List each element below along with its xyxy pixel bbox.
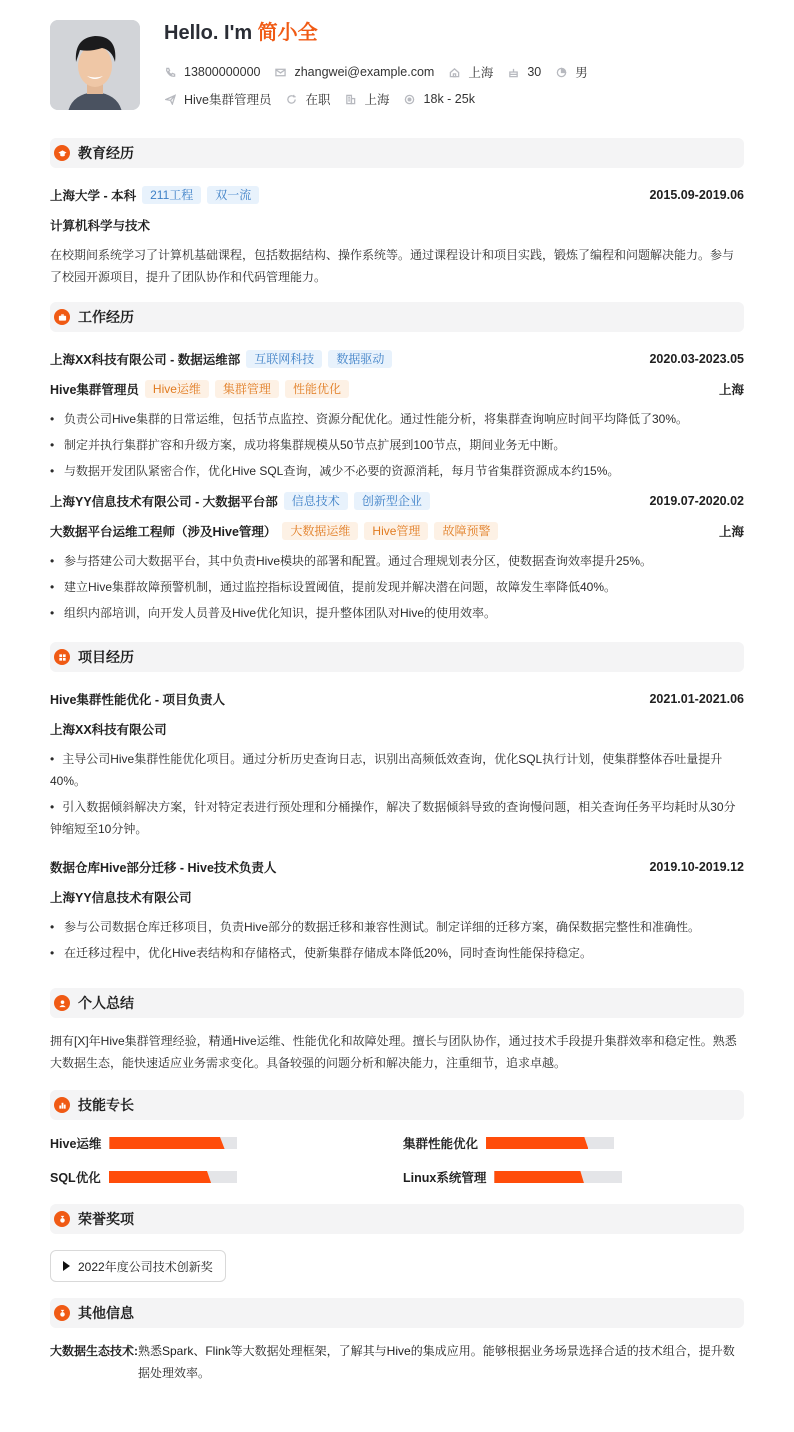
work-location: 上海 (718, 383, 744, 397)
awards-section (50, 1204, 744, 1282)
skill-bar (109, 1137, 237, 1149)
summary-section (50, 988, 744, 1074)
bullet-item: • 引入数据倾斜解决方案，针对特定表进行预处理和分桶操作，解决了数据倾斜导致的查询慢问题，相关查询任务平均耗时从30分钟缩短至10分钟。 (50, 796, 744, 840)
greeting-heading (164, 20, 318, 46)
section-title: 技能专长 (78, 1097, 134, 1113)
user-icon (54, 995, 70, 1011)
work-entry (50, 344, 744, 482)
job-title-text: Hive集群管理员 (184, 93, 272, 107)
section-header-education (50, 138, 744, 168)
role-name: Hive集群管理员 (50, 383, 139, 397)
age-text: 30 (527, 65, 542, 79)
skill-bar-fill (486, 1137, 588, 1149)
resume-header (50, 20, 744, 130)
major-name: 计算机科学与技术 (50, 219, 151, 233)
education-row (50, 180, 744, 210)
skill-item (50, 1166, 403, 1188)
bullet-item: • 参与公司数据仓库迁移项目，负责Hive部分的数据迁移和兼容性测试。制定详细的迁移方案，确保数据完整性和准确性。 (50, 916, 744, 938)
project-title-row (50, 852, 744, 882)
city-text: 上海 (364, 93, 390, 107)
candidate-name: 简小全 (257, 22, 318, 44)
bullet-item: • 建立Hive集群故障预警机制，通过监控指标设置阈值，提前发现并解决潜在问题，故障发生率降低40%。 (50, 576, 744, 598)
bullet-item: • 参与搭建公司大数据平台，其中负责Hive模块的部署和配置。通过合理规划表分区，使数据查询效率提升25%。 (50, 550, 744, 572)
award-text: 2022年度公司技术创新奖 (78, 1259, 213, 1274)
section-title: 荣誉奖项 (78, 1211, 134, 1227)
work-entry (50, 486, 744, 624)
role-tag: Hive管理 (364, 522, 428, 540)
gender-icon (555, 66, 567, 78)
skill-bar-fill (494, 1171, 584, 1183)
section-header-work (50, 302, 744, 332)
city-item (345, 90, 390, 108)
skill-name: Hive运维 (50, 1137, 102, 1151)
school-name: 上海大学 - 本科 (50, 189, 137, 203)
section-title: 个人总结 (78, 995, 134, 1011)
other-section (50, 1298, 744, 1384)
project-company-row (50, 714, 744, 744)
role-tag: 故障预警 (434, 522, 498, 540)
education-period: 2015.09-2019.06 (649, 188, 744, 202)
phone-icon (164, 66, 176, 78)
bullet-item: • 制定并执行集群扩容和升级方案，成功将集群规模从50节点扩展到100节点，期间业务无中断。 (50, 434, 744, 456)
company-tag: 创新型企业 (354, 492, 430, 510)
company-tag: 数据驱动 (328, 350, 392, 368)
bar-chart-icon (54, 1097, 70, 1113)
email-text: zhangwei@example.com (294, 65, 435, 79)
company-tag: 互联网科技 (246, 350, 322, 368)
school-tag: 211工程 (142, 186, 201, 204)
job-info-row (164, 90, 489, 108)
projects-section (50, 642, 744, 964)
project-entry (50, 852, 744, 964)
skills-section (50, 1090, 744, 1188)
section-header-awards (50, 1204, 744, 1234)
status-item (286, 90, 331, 108)
school-tag: 双一流 (207, 186, 259, 204)
other-info-label: 大数据生态技术: (50, 1344, 138, 1358)
work-bullets (50, 550, 744, 624)
bullet-item: • 负责公司Hive集群的日常运维，包括节点监控、资源分配优化。通过性能分析，将集群查询响应时间平均降低了30%。 (50, 408, 744, 430)
grid-icon (54, 649, 70, 665)
section-header-skills (50, 1090, 744, 1120)
home-icon (448, 66, 460, 78)
other-info-row (50, 1340, 744, 1384)
medal-icon (54, 1211, 70, 1227)
phone-text: 13800000000 (184, 65, 261, 79)
project-bullets (50, 916, 744, 964)
skill-bar-fill (109, 1137, 224, 1149)
project-bullets (50, 748, 744, 840)
skill-bar (494, 1171, 622, 1183)
bullet-item: • 在迁移过程中，优化Hive表结构和存储格式，使新集群存储成本降低20%，同时查询性能保持稳定。 (50, 942, 744, 964)
greeting-text: Hello. I'm (164, 22, 258, 44)
hometown-text: 上海 (468, 66, 494, 80)
section-title: 项目经历 (78, 649, 134, 665)
section-title: 工作经历 (78, 309, 134, 325)
caret-right-icon (63, 1261, 70, 1271)
bullet-item: • 组织内部培训，向开发人员普及Hive优化知识，提升整体团队对Hive的使用效率。 (50, 602, 744, 624)
education-section (50, 138, 744, 288)
other-info-text: 熟悉Spark、Flink等大数据处理框架，了解其与Hive的集成应用。能够根据业务场景选择合适的技术组合，提升数据处理效率。 (138, 1344, 735, 1380)
role-tag: 性能优化 (285, 380, 349, 398)
bullet-item: • 与数据开发团队紧密合作，优化Hive SQL查询，减少不必要的资源消耗，每月节省集群资源成本约15%。 (50, 460, 744, 482)
role-name: 大数据平台运维工程师（涉及Hive管理） (50, 525, 277, 539)
project-title: Hive集群性能优化 - 项目负责人 (50, 693, 226, 707)
phone-item (164, 65, 260, 79)
role-tag: Hive运维 (145, 380, 209, 398)
graduation-cap-icon (54, 145, 70, 161)
avatar (50, 20, 140, 110)
skill-name: Linux系统管理 (403, 1171, 487, 1185)
email-item (274, 65, 434, 79)
project-period: 2019.10-2019.12 (649, 860, 744, 874)
project-company-row (50, 882, 744, 912)
skills-grid (50, 1132, 744, 1188)
skill-item (403, 1132, 744, 1154)
summary-text: 拥有[X]年Hive集群管理经验，精通Hive运维、性能优化和故障处理。擅长与团队协作，通过技术手段提升集群效率和稳定性。熟悉大数据生态，能快速适应业务需求变化。具备较强的问题分析和解决能力，注重细节，追求卓越。 (50, 1034, 737, 1070)
bullet-item: • 主导公司Hive集群性能优化项目。通过分析历史查询日志，识别出高频低效查询，优化SQL执行计划，使集群整体吞吐量提升40%。 (50, 748, 744, 792)
cake-icon (507, 66, 519, 78)
major-row (50, 210, 744, 240)
gender-text: 男 (575, 66, 588, 80)
role-row (50, 516, 744, 546)
briefcase-icon (54, 309, 70, 325)
work-period: 2020.03-2023.05 (649, 352, 744, 366)
company-row (50, 344, 744, 374)
section-title: 其他信息 (78, 1305, 134, 1321)
money-icon (404, 93, 416, 105)
section-header-other (50, 1298, 744, 1328)
age-item (507, 65, 541, 79)
job-title-item (164, 90, 272, 108)
work-location: 上海 (718, 525, 744, 539)
company-name: 上海XX科技有限公司 - 数据运维部 (50, 353, 241, 367)
refresh-icon (286, 93, 298, 105)
skill-bar (109, 1171, 237, 1183)
skill-name: SQL优化 (50, 1171, 101, 1185)
role-tag: 大数据运维 (282, 522, 358, 540)
avatar-photo-icon (50, 20, 140, 110)
project-company: 上海XX科技有限公司 (50, 723, 167, 737)
skill-bar (486, 1137, 614, 1149)
hometown-item (448, 63, 493, 81)
status-text: 在职 (305, 93, 331, 107)
project-title: 数据仓库Hive部分迁移 - Hive技术负责人 (50, 861, 277, 875)
role-row (50, 374, 744, 404)
salary-item (404, 92, 475, 106)
company-row (50, 486, 744, 516)
project-entry (50, 684, 744, 840)
education-description: 在校期间系统学习了计算机基础课程，包括数据结构、操作系统等。通过课程设计和项目实践，锻炼了编程和问题解决能力。参与了校园开源项目，提升了团队协作和代码管理能力。 (50, 248, 735, 284)
gender-item (555, 63, 588, 81)
mail-icon (274, 66, 286, 78)
project-company: 上海YY信息技术有限公司 (50, 891, 192, 905)
company-name: 上海YY信息技术有限公司 - 大数据平台部 (50, 495, 278, 509)
work-period: 2019.07-2020.02 (649, 494, 744, 508)
section-header-projects (50, 642, 744, 672)
skill-item (403, 1166, 744, 1188)
company-tag: 信息技术 (284, 492, 348, 510)
contact-info-row (164, 63, 602, 81)
send-icon (164, 93, 176, 105)
skill-name: 集群性能优化 (403, 1137, 479, 1151)
work-section (50, 302, 744, 624)
resume-page (50, 20, 744, 1384)
skill-bar-fill (109, 1171, 211, 1183)
award-item[interactable] (50, 1250, 226, 1282)
section-header-summary (50, 988, 744, 1018)
project-period: 2021.01-2021.06 (649, 692, 744, 706)
work-bullets (50, 408, 744, 482)
skill-item (50, 1132, 403, 1154)
building-icon (345, 93, 357, 105)
salary-text: 18k - 25k (423, 92, 475, 106)
project-title-row (50, 684, 744, 714)
medal-icon (54, 1305, 70, 1321)
role-tag: 集群管理 (215, 380, 279, 398)
section-title: 教育经历 (78, 145, 134, 161)
